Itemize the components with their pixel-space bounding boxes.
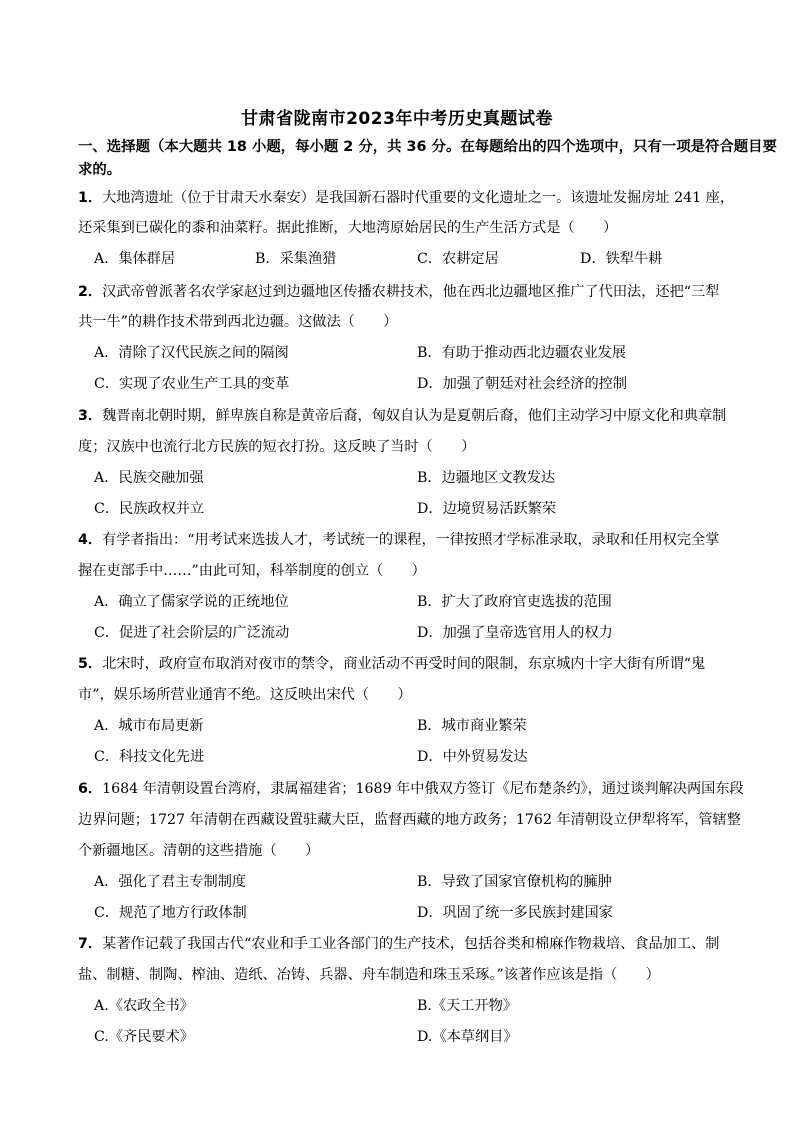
question-5-option-d[interactable]: D．中外贸易发达	[417, 749, 528, 765]
question-6-line-3	[78, 841, 319, 861]
question-number: 1．	[78, 190, 103, 206]
question-text: 汉武帝曾派著名农学家赵过到边疆地区传播农耕技术，他在西北边疆地区推广了代田法，还把“三犁	[102, 284, 720, 300]
question-4-line-2	[78, 561, 426, 581]
question-text: 盐、制糖、制陶、榨油、造纸、冶铸、兵器、舟车制造和珠玉采琢。”该著作应该是指（ ）	[78, 967, 660, 983]
question-text: 魏晋南北朝时期，鲜卑族自称是黄帝后裔，匈奴自认为是夏朝后裔，他们主动学习中原文化和典章制	[102, 408, 727, 424]
question-3-line-2	[78, 437, 475, 457]
question-1-line-1	[78, 188, 734, 208]
question-3-option-a[interactable]: A．民族交融加强	[94, 470, 204, 486]
question-number: 7．	[78, 936, 103, 952]
question-text: 有学者指出：“用考试来选拔人才，考试统一的课程，一律按照才学标准录取，录取和任用权完全掌	[102, 532, 720, 548]
question-6-option-b[interactable]: B．导致了国家官僚机构的臃肿	[417, 874, 612, 890]
question-text: 市”，娱乐场所营业通宵不绝。这反映出宋代（ ）	[78, 687, 412, 703]
question-number: 4．	[78, 532, 103, 548]
question-6-line-2	[78, 810, 741, 830]
section-header: 一、选择题（本大题共 18 小题，每小题 2 分，共 36 分。在每题给出的四个选项中，只有一项是符合题目要求的。	[78, 139, 777, 178]
question-1-option-c[interactable]: C．农耕定居	[417, 251, 499, 267]
question-text: 大地湾遗址（位于甘肃天水秦安）是我国新石器时代重要的文化遗址之一。该遗址发掘房址 241 座，	[102, 190, 735, 206]
question-4-option-a[interactable]: A．确立了儒家学说的正统地位	[94, 594, 289, 610]
question-6-option-a[interactable]: A．强化了君主专制制度	[94, 874, 247, 890]
question-text: 边界问题；1727 年清朝在西藏设置驻藏大臣，监督西藏的地方政务；1762 年清朝设立伊犁将军，管辖整	[78, 812, 741, 828]
question-7-option-b[interactable]: B.《天工开物》	[417, 998, 518, 1014]
question-6-option-c[interactable]: C．规范了地方行政体制	[94, 905, 247, 921]
question-3-option-c[interactable]: C．民族政权并立	[94, 501, 205, 517]
question-7-option-c[interactable]: C.《齐民要术》	[94, 1029, 194, 1045]
question-text: 某著作记载了我国古代“农业和手工业各部门的生产技术，包括谷类和棉麻作物栽培、食品加工、制	[102, 936, 720, 952]
question-5-line-1	[78, 654, 705, 674]
question-text: 握在吏部手中……”由此可知，科举制度的创立（ ）	[78, 563, 426, 579]
question-6-option-d[interactable]: D．巩固了统一多民族封建国家	[417, 905, 613, 921]
question-number: 5．	[78, 656, 103, 672]
question-2-line-1	[78, 282, 719, 302]
page-title: 甘肃省陇南市2023年中考历史真题试卷	[241, 109, 553, 129]
question-3-line-1	[78, 406, 726, 426]
question-2-option-b[interactable]: B．有助于推动西北边疆农业发展	[417, 345, 627, 361]
question-1-option-a[interactable]: A．集体群居	[94, 251, 176, 267]
question-text: 1684 年清朝设置台湾府，隶属福建省；1689 年中俄双方签订《尼布楚条约》，通过谈判解决两国东段	[102, 781, 744, 797]
question-1-option-b[interactable]: B．采集渔猎	[255, 251, 337, 267]
question-2-option-d[interactable]: D．加强了朝廷对社会经济的控制	[417, 376, 628, 392]
question-4-option-d[interactable]: D．加强了皇帝选官用人的权力	[417, 625, 613, 641]
question-7-line-1	[78, 934, 719, 954]
question-number: 6．	[78, 781, 103, 797]
question-text: 还采集到已碳化的黍和油菜籽。据此推断，大地湾原始居民的生产生活方式是（ ）	[78, 220, 618, 236]
question-4-option-c[interactable]: C．促进了社会阶层的广泛流动	[94, 625, 290, 641]
question-3-option-d[interactable]: D．边境贸易活跃繁荣	[417, 501, 557, 517]
question-6-line-1	[78, 779, 744, 799]
question-4-option-b[interactable]: B．扩大了政府官吏选拔的范围	[417, 594, 612, 610]
question-2-option-a[interactable]: A．清除了汉代民族之间的隔阂	[94, 345, 289, 361]
question-7-line-2	[78, 965, 660, 985]
question-5-option-b[interactable]: B．城市商业繁荣	[417, 718, 527, 734]
question-1-line-2	[78, 218, 617, 238]
question-number: 2．	[78, 284, 103, 300]
question-7-option-a[interactable]: A.《农政全书》	[94, 998, 194, 1014]
question-2-option-c[interactable]: C．实现了农业生产工具的变革	[94, 376, 290, 392]
question-number: 3．	[78, 408, 103, 424]
question-text: 度；汉族中也流行北方民族的短衣打扮。这反映了当时（ ）	[78, 439, 476, 455]
question-4-line-1	[78, 530, 719, 550]
question-2-line-2	[78, 312, 397, 332]
question-1-option-d[interactable]: D．铁犁牛耕	[580, 251, 663, 267]
question-text: 北宋时，政府宣布取消对夜市的禁令，商业活动不再受时间的限制，东京城内十字大街有所谓“鬼	[102, 656, 706, 672]
question-3-option-b[interactable]: B．边疆地区文教发达	[417, 470, 556, 486]
question-5-option-c[interactable]: C．科技文化先进	[94, 749, 205, 765]
question-5-option-a[interactable]: A．城市布局更新	[94, 718, 204, 734]
question-7-option-d[interactable]: D.《本草纲目》	[417, 1029, 518, 1045]
question-text: 共一牛”的耕作技术带到西北边疆。这做法（ ）	[78, 314, 398, 330]
question-5-line-2	[78, 685, 412, 705]
question-text: 个新疆地区。清朝的这些措施（ ）	[78, 843, 320, 859]
